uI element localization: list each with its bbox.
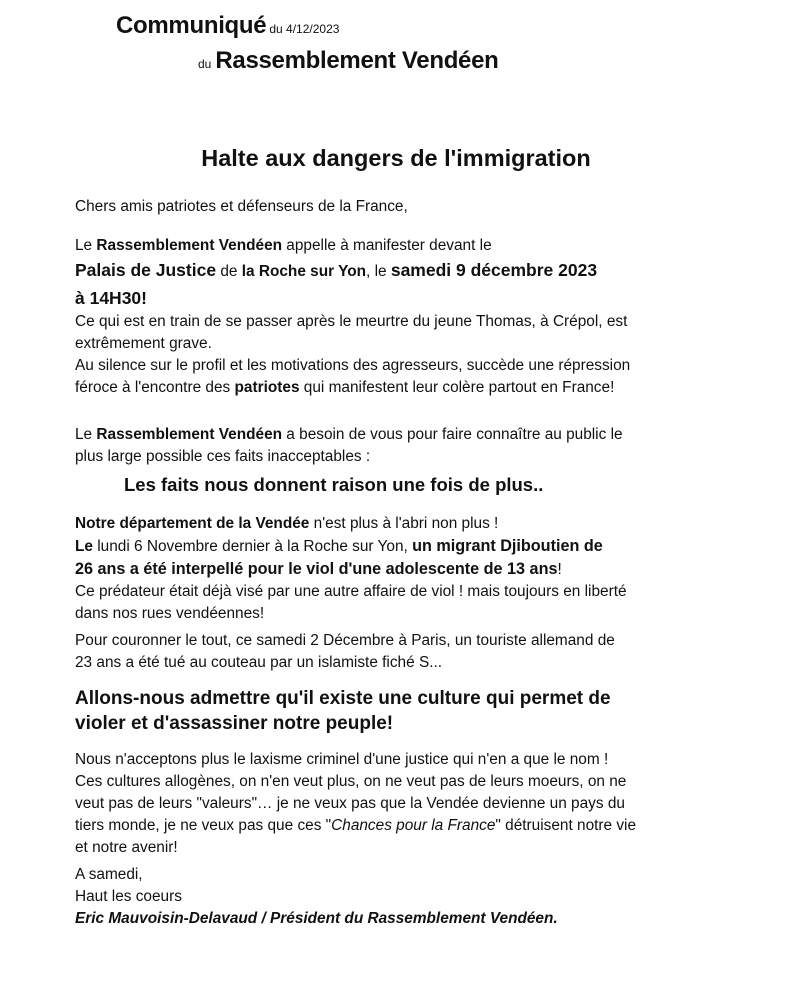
para3-line-2b: lundi 6 Novembre dernier à la Roche sur Yon,: [92, 538, 413, 555]
para3-line-5: dans nos rues vendéennes!: [75, 605, 265, 622]
paragraph-4: [75, 630, 715, 674]
call-comma-le: , le: [366, 263, 391, 280]
para2-line-2: plus large possible ces faits inacceptables :: [75, 448, 371, 465]
header-line-1: [116, 12, 343, 40]
page-title: Halte aux dangers de l'immigration: [201, 145, 591, 171]
para3-line-3: [75, 558, 715, 581]
call-line-2: [75, 257, 715, 285]
para1-line-1: Ce qui est en train de se passer après le meurtre du jeune Thomas, à Crépol, est: [75, 313, 628, 330]
closing-line-2: Haut les coeurs: [75, 888, 182, 905]
para3-interpelle: 26 ans a été interpellé pour le viol d'une adolescente de 13 ans: [75, 560, 558, 578]
para5-chances: Chances pour la France: [331, 817, 496, 834]
signature: Eric Mauvoisin-Delavaud / Président du Rassemblement Vendéen.: [75, 910, 558, 927]
call-de: de: [216, 263, 242, 280]
paragraph-2: [75, 424, 715, 468]
para3-line-4: Ce prédateur était déjà visé par une autre affaire de viol ! mais toujours en liberté: [75, 583, 627, 600]
header-communique: Communiqué: [116, 12, 267, 39]
call-rest: appelle à manifester devant le: [282, 237, 492, 254]
para5-line-4: [75, 815, 715, 837]
para5-line-4a: tiers monde, je ne veux pas que ces ": [75, 817, 332, 834]
para5-line-1: Nous n'acceptons plus le laxisme criminel d'une justice qui n'en a que le nom !: [75, 751, 609, 768]
para3-line-1b: n'est plus à l'abri non plus !: [309, 515, 499, 532]
para4-line-1: Pour couronner le tout, ce samedi 2 Décembre à Paris, un touriste allemand de: [75, 632, 615, 649]
para3-vendee: Notre département de la Vendée: [75, 515, 310, 532]
paragraph-5: [75, 749, 715, 859]
call-time: à 14H30!: [75, 288, 147, 308]
para1-line-4c: qui manifestent leur colère partout en France!: [299, 379, 615, 396]
question-line-1: Allons-nous admettre qu'il existe une culture qui permet de: [75, 688, 611, 709]
question-line-2: violer et d'assassiner notre peuple!: [75, 713, 394, 734]
para1-line-4a: féroce à l'encontre des: [75, 379, 235, 396]
para3-line-2: [75, 535, 715, 558]
closing: [75, 864, 715, 930]
paragraph-3: [75, 513, 715, 625]
para1-line-4: [75, 377, 715, 399]
para4-line-2: 23 ans a été tué au couteau par un islamiste fiché S...: [75, 654, 443, 671]
header-date: du 4/12/2023: [269, 22, 340, 36]
para2-le: Le: [75, 426, 97, 443]
call-le: Le: [75, 237, 93, 254]
para5-line-3: veut pas de leurs "valeurs"… je ne veux pas que la Vendée devienne un pays du: [75, 795, 625, 812]
call-org: Rassemblement Vendéen: [96, 237, 283, 254]
greeting: Chers amis patriotes et défenseurs de la France,: [75, 198, 408, 215]
para5-line-5: et notre avenir!: [75, 839, 178, 856]
para1-patriotes: patriotes: [234, 379, 300, 396]
call-city: la Roche sur Yon: [241, 263, 367, 280]
question-heading: [75, 686, 611, 736]
para3-exclaim: !: [557, 561, 562, 578]
para3-migrant: un migrant Djiboutien de: [412, 537, 603, 555]
header-org: Rassemblement Vendéen: [215, 47, 499, 74]
call-date: samedi 9 décembre 2023: [390, 260, 598, 280]
para1-line-2: extrêmement grave.: [75, 335, 212, 352]
para2-line-1: [75, 424, 715, 446]
para1-line-3: Au silence sur le profil et les motivations des agresseurs, succède une répression: [75, 357, 631, 374]
para2-org: Rassemblement Vendéen: [96, 426, 283, 443]
call-line-1: [75, 235, 715, 257]
call-palais: Palais de Justice: [75, 260, 217, 280]
closing-line-1: A samedi,: [75, 866, 143, 883]
para3-line-1: [75, 513, 715, 535]
header-du: du: [198, 57, 212, 71]
header-line-2: [198, 47, 499, 75]
para5-line-4c: " détruisent notre vie: [495, 817, 637, 834]
para2-rest: a besoin de vous pour faire connaître au public le: [282, 426, 623, 443]
slogan: Les faits nous donnent raison une fois de plus..: [124, 474, 544, 495]
call-to-action: [75, 235, 715, 311]
paragraph-1: [75, 311, 715, 399]
para5-line-2: Ces cultures allogènes, on n'en veut plus, on ne veut pas de leurs moeurs, on ne: [75, 773, 627, 790]
para3-le: Le: [75, 538, 93, 555]
